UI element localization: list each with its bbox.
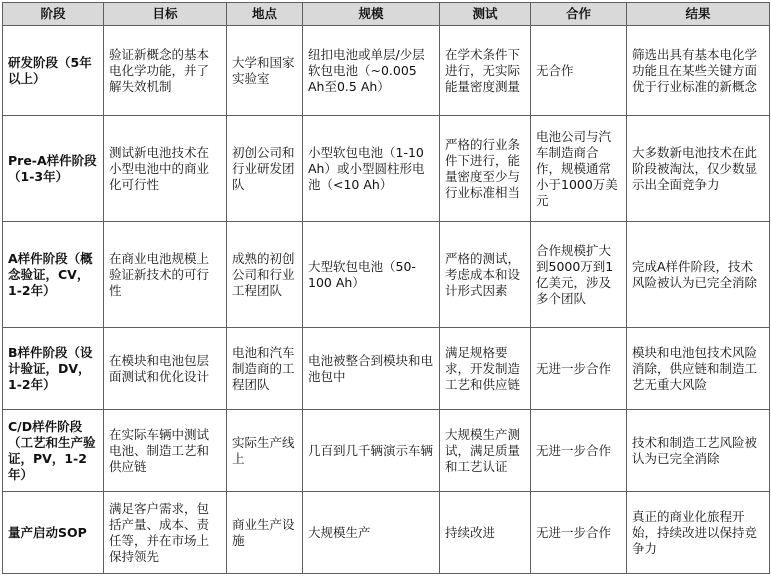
header-location: 地点 (227, 3, 303, 26)
cell-location: 成熟的初创公司和行业工程团队 (227, 222, 303, 328)
table-row (3, 222, 770, 328)
cell-result: 大多数新电池技术在此阶段被淘汰，仅少数显示出全面竞争力 (627, 116, 770, 222)
cell-scale: 几百到几千辆演示车辆 (303, 410, 440, 492)
cell-stage: A样件阶段（概念验证，CV，1-2年） (3, 222, 104, 328)
cell-stage: C/D样件阶段（工艺和生产验证，PV，1-2年） (3, 410, 104, 492)
stage-table (2, 2, 770, 574)
cell-scale: 纽扣电池或单层/少层软包电池（~0.005 Ah至0.5 Ah） (303, 26, 440, 116)
cell-stage: Pre-A样件阶段（1-3年） (3, 116, 104, 222)
cell-goal: 在实际车辆中测试电池、制造工艺和供应链 (104, 410, 227, 492)
header-goal: 目标 (104, 3, 227, 26)
cell-result: 筛选出具有基本电化学功能且在某些关键方面优于行业标准的新概念 (627, 26, 770, 116)
cell-location: 实际生产线上 (227, 410, 303, 492)
header-testing: 测试 (440, 3, 531, 26)
cell-result: 模块和电池包技术风险消除，供应链和制造工艺无重大风险 (627, 328, 770, 410)
cell-location: 电池和汽车制造商的工程团队 (227, 328, 303, 410)
cell-cooperation: 无进一步合作 (531, 492, 627, 574)
cell-goal: 在商业电池规模上验证新技术的可行性 (104, 222, 227, 328)
table-row (3, 410, 770, 492)
cell-testing: 持续改进 (440, 492, 531, 574)
cell-stage: 量产启动SOP (3, 492, 104, 574)
cell-location: 初创公司和行业研发团队 (227, 116, 303, 222)
cell-goal: 验证新概念的基本电化学功能，并了解失效机制 (104, 26, 227, 116)
table-row (3, 116, 770, 222)
cell-stage: B样件阶段（设计验证，DV，1-2年） (3, 328, 104, 410)
cell-location: 大学和国家实验室 (227, 26, 303, 116)
cell-goal: 满足客户需求，包括产量、成本、责任等，并在市场上保持领先 (104, 492, 227, 574)
cell-goal: 在模块和电池包层面测试和优化设计 (104, 328, 227, 410)
cell-scale: 大规模生产 (303, 492, 440, 574)
cell-stage: 研发阶段（5年以上） (3, 26, 104, 116)
table-row (3, 26, 770, 116)
cell-testing: 严格的行业条件下进行，能量密度至少与行业标准相当 (440, 116, 531, 222)
cell-testing: 满足规格要求，开发制造工艺和供应链 (440, 328, 531, 410)
header-result: 结果 (627, 3, 770, 26)
cell-result: 完成A样件阶段，技术风险被认为已完全消除 (627, 222, 770, 328)
header-stage: 阶段 (3, 3, 104, 26)
header-scale: 规模 (303, 3, 440, 26)
cell-cooperation: 无合作 (531, 26, 627, 116)
table-row (3, 328, 770, 410)
cell-cooperation: 无进一步合作 (531, 328, 627, 410)
table-row (3, 492, 770, 574)
cell-testing: 大规模生产测试，满足质量和工艺认证 (440, 410, 531, 492)
cell-goal: 测试新电池技术在小型电池中的商业化可行性 (104, 116, 227, 222)
cell-location: 商业生产设施 (227, 492, 303, 574)
header-row (3, 3, 770, 26)
cell-scale: 电池被整合到模块和电池包中 (303, 328, 440, 410)
header-cooperation: 合作 (531, 3, 627, 26)
cell-cooperation: 无进一步合作 (531, 410, 627, 492)
cell-cooperation: 电池公司与汽车制造商合作，规模通常小于1000万美元 (531, 116, 627, 222)
cell-testing: 在学术条件下进行，无实际能量密度测量 (440, 26, 531, 116)
cell-scale: 大型软包电池（50-100 Ah） (303, 222, 440, 328)
cell-cooperation: 合作规模扩大到5000万到1亿美元，涉及多个团队 (531, 222, 627, 328)
cell-result: 技术和制造工艺风险被认为已完全消除 (627, 410, 770, 492)
cell-scale: 小型软包电池（1-10 Ah）或小型圆柱形电池（<10 Ah） (303, 116, 440, 222)
cell-testing: 严格的测试，考虑成本和设计形式因素 (440, 222, 531, 328)
cell-result: 真正的商业化旅程开始，持续改进以保持竞争力 (627, 492, 770, 574)
